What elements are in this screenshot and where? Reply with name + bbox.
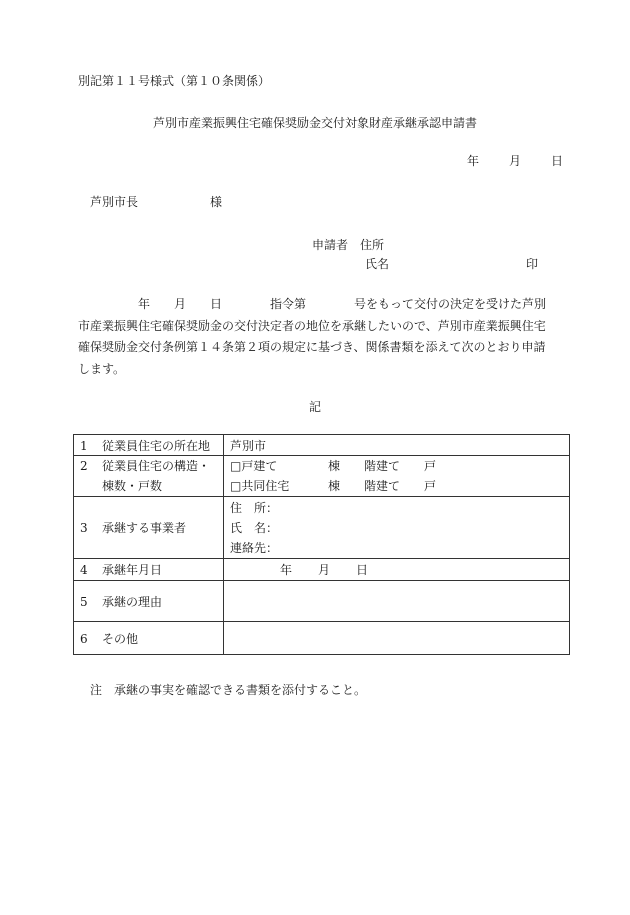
applicant-address-line (312, 236, 384, 253)
row-label-text: 承継する事業者 (102, 521, 187, 535)
row-number: 5 (80, 594, 88, 609)
other-field[interactable] (224, 622, 570, 655)
form-number: 別記第１１号様式（第１０条関係） (78, 74, 271, 88)
date-month: 月 (509, 154, 522, 168)
body-line: 確保奨励金交付条例第１４条第２項の規定に基づき、関係書類を添えて次のとおり申請 (78, 340, 546, 354)
table-row (74, 435, 570, 456)
unit-door: 戸 (424, 459, 437, 473)
note: 注 承継の事実を確認できる書類を添付すること。 (90, 683, 367, 697)
row-label (74, 435, 224, 456)
row-label (74, 559, 224, 581)
row-number: 3 (80, 521, 88, 535)
date-month: 月 (318, 563, 331, 577)
structure-options (224, 456, 570, 497)
row-number: 2 (80, 459, 88, 473)
body-text (78, 294, 558, 380)
table-row (74, 581, 570, 622)
row-label-text: 棟数・戸数 (102, 479, 163, 493)
unit-door: 戸 (424, 479, 437, 493)
applicant-label: 申請者 (312, 238, 349, 252)
date-day: 日 (551, 154, 564, 168)
row-label (74, 622, 224, 655)
date-day: 日 (356, 563, 369, 577)
row-number: 6 (80, 631, 88, 646)
unit-building: 棟 (328, 459, 341, 473)
body-line: 年 月 日 指令第 号をもって交付の決定を受けた芦別 (138, 297, 547, 311)
row-label-text: 承継の理由 (102, 594, 163, 609)
recipient-name: 芦別市長 (90, 195, 139, 209)
table-row (74, 497, 570, 559)
body-line: 市産業振興住宅確保奨励金の交付決定者の地位を承継したいので、芦別市産業振興住宅 (78, 318, 546, 333)
successor-name-label: 氏 名： (230, 520, 279, 535)
row-label (74, 497, 224, 559)
row-number: 4 (80, 563, 88, 577)
recipient-honorific: 様 (210, 195, 223, 209)
reason-field[interactable] (224, 581, 570, 622)
document-title: 芦別市産業振興住宅確保奨励金交付対象財産承継承認申請書 (152, 116, 477, 130)
date-line (467, 152, 563, 169)
applicant-address-label: 住所 (360, 238, 385, 252)
checkbox-detached[interactable]: □戸建て (230, 459, 278, 473)
application-table (73, 434, 570, 655)
applicant-seal: 印 (526, 257, 539, 271)
unit-floors: 階建て (364, 459, 401, 473)
table-row (74, 456, 570, 497)
applicant-name-label: 氏名 (365, 257, 390, 271)
successor-fields (224, 497, 570, 559)
recipient (90, 193, 222, 210)
unit-floors: 階建て (364, 479, 401, 493)
row-label-text: 従業員住宅の構造・ (102, 459, 211, 473)
row-label (74, 581, 224, 622)
unit-building: 棟 (328, 479, 341, 493)
date-year: 年 (280, 563, 293, 577)
row-label (74, 456, 224, 497)
successor-address-label: 住 所： (230, 500, 279, 515)
table-row (74, 622, 570, 655)
date-year: 年 (467, 154, 480, 168)
checkbox-apartment[interactable]: □共同住宅 (230, 479, 290, 493)
body-line: します。 (78, 361, 126, 376)
table-row (74, 559, 570, 581)
row-label-text: その他 (102, 631, 139, 646)
row-label-text: 承継年月日 (102, 563, 163, 577)
row-label-text: 従業員住宅の所在地 (102, 438, 211, 453)
ki-heading: 記 (308, 400, 321, 414)
row-number: 1 (80, 438, 88, 453)
successor-contact-label: 連絡先： (230, 540, 279, 555)
succession-date (224, 559, 570, 581)
location-value: 芦別市 (224, 435, 570, 456)
